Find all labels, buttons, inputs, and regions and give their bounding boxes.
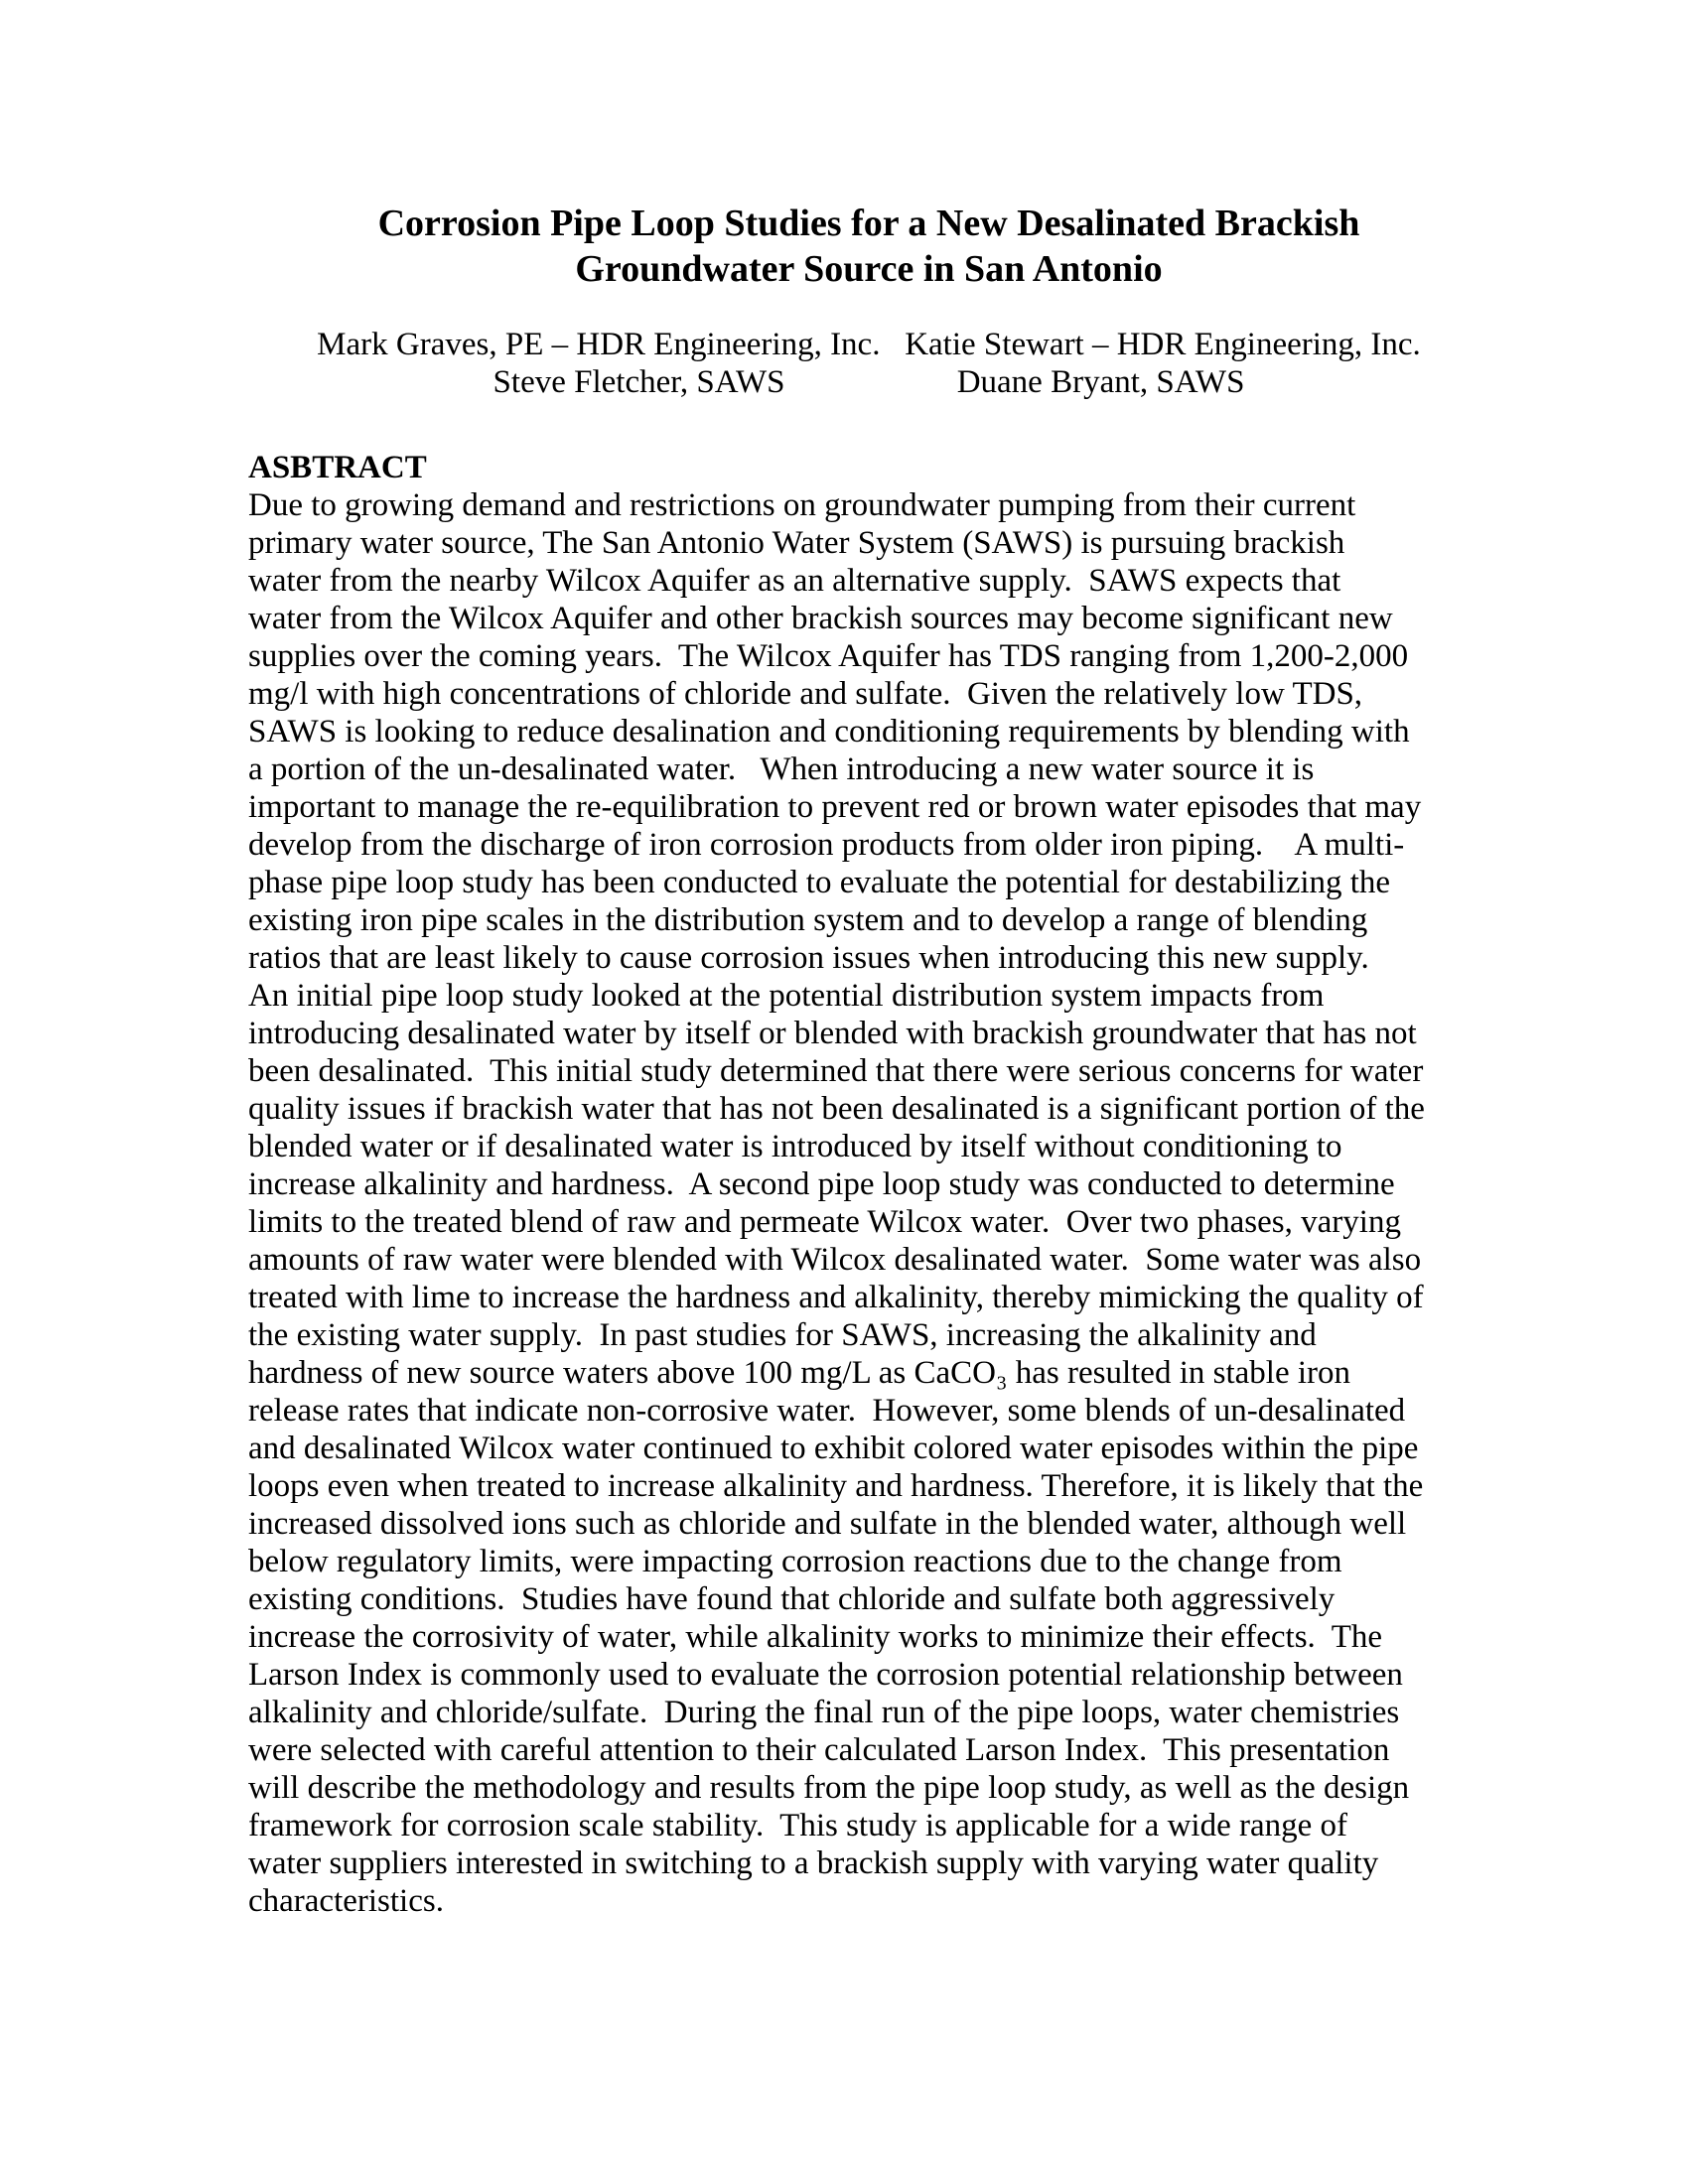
abstract-line: will describe the methodology and results from the pipe loop study, as well as the design bbox=[248, 1770, 1410, 1806]
abstract-line: and desalinated Wilcox water continued to exhibit colored water episodes within the pipe bbox=[248, 1431, 1419, 1466]
abstract-line: existing conditions. Studies have found that chloride and sulfate both aggressively bbox=[248, 1581, 1336, 1617]
abstract-line: blended water or if desalinated water is introduced by itself without conditioning to bbox=[248, 1129, 1342, 1164]
abstract-line: introducing desalinated water by itself or blended with brackish groundwater that has not bbox=[248, 1016, 1417, 1051]
authors-block bbox=[248, 326, 1489, 401]
abstract-line: quality issues if brackish water that has not been desalinated is a significant portion of the bbox=[248, 1091, 1425, 1127]
authors-line-1: Mark Graves, PE – HDR Engineering, Inc. Katie Stewart – HDR Engineering, Inc. bbox=[317, 327, 1421, 362]
abstract-line: treated with lime to increase the hardness and alkalinity, thereby mimicking the quality of bbox=[248, 1280, 1424, 1315]
abstract-line: the existing water supply. In past studies for SAWS, increasing the alkalinity and bbox=[248, 1317, 1317, 1353]
abstract-line: increased dissolved ions such as chloride and sulfate in the blended water, although well bbox=[248, 1506, 1407, 1542]
abstract-line: primary water source, The San Antonio Water System (SAWS) is pursuing brackish bbox=[248, 525, 1345, 561]
abstract-line: loops even when treated to increase alkalinity and hardness. Therefore, it is likely that the bbox=[248, 1468, 1424, 1504]
abstract-line: alkalinity and chloride/sulfate. During the final run of the pipe loops, water chemistries bbox=[248, 1695, 1400, 1730]
abstract-line: An initial pipe loop study looked at the potential distribution system impacts from bbox=[248, 978, 1325, 1014]
abstract-section bbox=[248, 449, 1489, 1920]
abstract-body bbox=[248, 486, 1489, 1920]
abstract-line: increase alkalinity and hardness. A second pipe loop study was conducted to determine bbox=[248, 1166, 1395, 1202]
abstract-line: supplies over the coming years. The Wilcox Aquifer has TDS ranging from 1,200-2,000 bbox=[248, 638, 1409, 674]
paper-title-line2: Groundwater Source in San Antonio bbox=[575, 248, 1163, 290]
abstract-line: important to manage the re-equilibration to prevent red or brown water episodes that may bbox=[248, 789, 1422, 825]
abstract-line: release rates that indicate non-corrosive water. However, some blends of un-desalinated bbox=[248, 1393, 1406, 1429]
abstract-line: water suppliers interested in switching to a brackish supply with varying water quality bbox=[248, 1845, 1379, 1881]
abstract-line: limits to the treated blend of raw and permeate Wilcox water. Over two phases, varying bbox=[248, 1204, 1401, 1240]
abstract-line: below regulatory limits, were impacting corrosion reactions due to the change from bbox=[248, 1544, 1342, 1579]
abstract-line: phase pipe loop study has been conducted to evaluate the potential for destabilizing the bbox=[248, 865, 1391, 900]
abstract-line: characteristics. bbox=[248, 1883, 444, 1919]
abstract-line: hardness of new source waters above 100 mg/L as CaCO₃ has resulted in stable iron bbox=[248, 1355, 1350, 1391]
abstract-line: existing iron pipe scales in the distribution system and to develop a range of blending bbox=[248, 902, 1368, 938]
abstract-line: been desalinated. This initial study determined that there were serious concerns for water bbox=[248, 1053, 1424, 1089]
abstract-line: SAWS is looking to reduce desalination and conditioning requirements by blending with bbox=[248, 714, 1410, 750]
paper-title bbox=[248, 201, 1489, 292]
paper-title-line1: Corrosion Pipe Loop Studies for a New Desalinated Brackish bbox=[377, 203, 1360, 244]
authors-line-2: Steve Fletcher, SAWS Duane Bryant, SAWS bbox=[492, 364, 1245, 400]
abstract-line: amounts of raw water were blended with Wilcox desalinated water. Some water was also bbox=[248, 1242, 1422, 1278]
abstract-line: were selected with careful attention to their calculated Larson Index. This presentation bbox=[248, 1732, 1390, 1768]
abstract-line: a portion of the un-desalinated water. When introducing a new water source it is bbox=[248, 751, 1315, 787]
abstract-line: increase the corrosivity of water, while alkalinity works to minimize their effects. The bbox=[248, 1619, 1383, 1655]
abstract-line: develop from the discharge of iron corrosion products from older iron piping. A multi- bbox=[248, 827, 1405, 863]
abstract-line: ratios that are least likely to cause corrosion issues when introducing this new supply. bbox=[248, 940, 1369, 976]
abstract-line: Larson Index is commonly used to evaluate the corrosion potential relationship between bbox=[248, 1657, 1403, 1693]
abstract-line: mg/l with high concentrations of chloride and sulfate. Given the relatively low TDS, bbox=[248, 676, 1363, 712]
abstract-line: Due to growing demand and restrictions on groundwater pumping from their current bbox=[248, 487, 1356, 523]
abstract-line: water from the Wilcox Aquifer and other brackish sources may become significant new bbox=[248, 601, 1393, 636]
abstract-heading: ASBTRACT bbox=[248, 450, 427, 485]
abstract-line: water from the nearby Wilcox Aquifer as an alternative supply. SAWS expects that bbox=[248, 563, 1341, 599]
abstract-line: framework for corrosion scale stability. This study is applicable for a wide range of bbox=[248, 1808, 1347, 1843]
